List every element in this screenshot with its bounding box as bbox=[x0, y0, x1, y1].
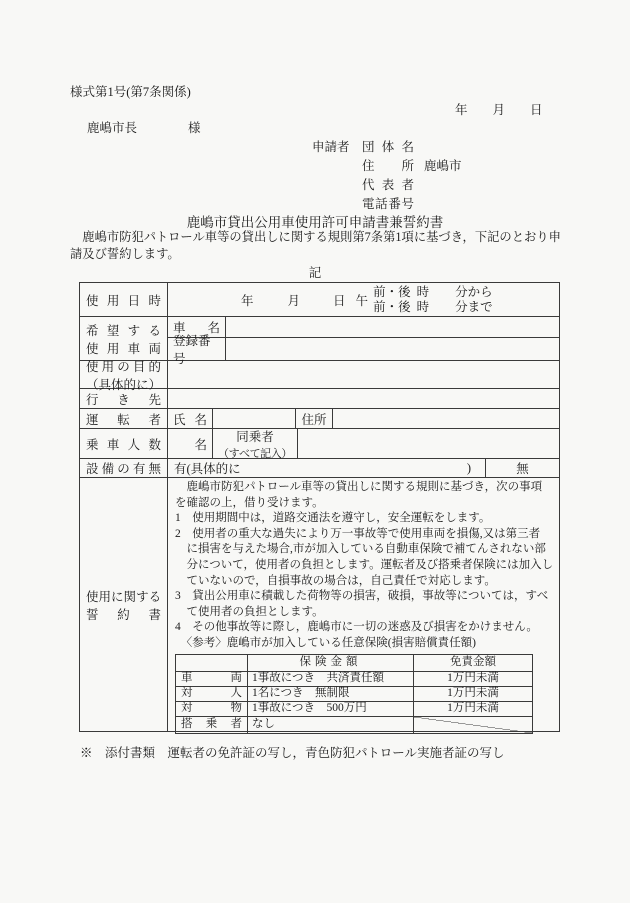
date-day-label: 日 bbox=[530, 103, 543, 117]
insurance-row-bodily bbox=[176, 687, 532, 702]
insurance-row-passenger bbox=[176, 717, 532, 733]
coverage-header: 保険金額 bbox=[248, 655, 414, 671]
dt-time-to bbox=[373, 300, 493, 315]
destination-field bbox=[168, 389, 559, 408]
coverage-vehicle: 1事故につき 共済責任額 bbox=[248, 672, 414, 686]
dt-year-label: 年 bbox=[241, 293, 254, 308]
to-hour-label: 時 bbox=[416, 299, 430, 314]
dt-day-label: 日 bbox=[333, 293, 346, 308]
row-destination bbox=[80, 389, 559, 409]
applicant-label: 申請者 bbox=[312, 140, 350, 154]
vehicle-label-line1: 希 望 す る bbox=[86, 323, 161, 338]
dt-month-label: 月 bbox=[287, 293, 301, 308]
attachments-note: ※ 添付書類 運転者の免許証の写し，青色防犯パトロール実施者証の写し bbox=[80, 746, 505, 760]
passenger-count-field: 名 bbox=[168, 429, 213, 458]
date-month-label: 月 bbox=[492, 103, 506, 117]
form-number: 様式第1号(第7条関係) bbox=[70, 85, 191, 99]
address-value: 鹿嶋市 bbox=[424, 159, 462, 173]
driver-address-field bbox=[333, 409, 559, 428]
applicant-row-group-name bbox=[312, 137, 462, 156]
insurance-row-vehicle bbox=[176, 672, 532, 687]
section-mark: 記 bbox=[308, 266, 322, 280]
row-desired-vehicle bbox=[80, 317, 559, 366]
deductible-bodily: 1万円未満 bbox=[447, 686, 499, 699]
destination-label: 行 き 先 bbox=[86, 392, 161, 407]
deductible-passenger-crossed bbox=[414, 717, 532, 733]
dt-time-range bbox=[373, 285, 493, 315]
addressee-line bbox=[87, 118, 201, 136]
deductible-header: 免責金額 bbox=[450, 655, 496, 668]
registration-label: 登録番号 bbox=[173, 334, 211, 366]
driver-label: 運 転 者 bbox=[86, 412, 161, 427]
dt-noon-label: 午 bbox=[355, 293, 369, 308]
insurance-row-property bbox=[176, 702, 532, 717]
date-year-label: 年 bbox=[455, 103, 468, 117]
from-minute-label: 分から bbox=[455, 284, 493, 299]
insurance-item-header bbox=[176, 655, 248, 671]
driver-name-label: 氏 名 bbox=[173, 412, 207, 427]
vehicle-name-field bbox=[226, 317, 559, 337]
intro-line-1: 鹿嶋市防犯パトロール車等の貸出しに関する規則第7条第1項に基づき，下記のとおり申 bbox=[70, 230, 561, 244]
passengers-label: 乗 車 人 数 bbox=[86, 437, 161, 452]
row-use-datetime bbox=[80, 283, 559, 317]
to-ampm-label: 前・後 bbox=[373, 299, 411, 314]
honorific: 様 bbox=[188, 121, 201, 135]
insurance-header-row bbox=[176, 655, 532, 672]
date-line bbox=[455, 100, 568, 118]
document-title: 鹿嶋市貸出公用車使用許可申請書兼誓約書 bbox=[186, 215, 444, 230]
driver-address-label: 住所 bbox=[296, 409, 333, 428]
applicant-row-representative bbox=[362, 175, 462, 194]
phone-label: 電 話 番 号 bbox=[362, 197, 414, 211]
equipment-yes-field bbox=[168, 459, 486, 477]
equipment-no-label: 無 bbox=[516, 462, 529, 476]
intro-line-2: 請及び誓約します。 bbox=[70, 246, 180, 261]
to-minute-label: 分まで bbox=[455, 299, 493, 314]
row-pledge bbox=[80, 478, 559, 731]
vehicle-label-line2: 使 用 車 両 bbox=[86, 341, 161, 356]
coverage-bodily: 1名につき 無制限 bbox=[248, 687, 414, 701]
pledge-label-line1: 使 用 に 関 す る bbox=[86, 589, 162, 604]
addressee: 鹿嶋市長 bbox=[87, 121, 138, 135]
dt-time-from bbox=[373, 285, 493, 300]
equipment-yes-label: 有(具体的に bbox=[174, 462, 241, 476]
item-property: 対 物 bbox=[181, 701, 242, 714]
co-passenger-field bbox=[298, 429, 559, 458]
driver-name-field bbox=[213, 409, 296, 428]
row-driver bbox=[80, 409, 559, 429]
from-ampm-label: 前・後 bbox=[373, 284, 411, 299]
coverage-passenger: なし bbox=[248, 717, 414, 733]
purpose-label-line2: （ 具 体 的 に ） bbox=[86, 377, 162, 392]
subrow-vehicle-name bbox=[168, 317, 559, 338]
item-passenger: 搭 乗 者 bbox=[181, 717, 242, 730]
item-bodily: 対 人 bbox=[181, 686, 242, 699]
use-datetime-label: 使 用 日 時 bbox=[86, 293, 161, 308]
pledge-label-line2: 誓 約 書 bbox=[86, 607, 161, 622]
registration-field bbox=[226, 338, 559, 360]
group-name-label: 団 体 名 bbox=[362, 140, 414, 154]
equipment-close-paren: ) bbox=[466, 460, 471, 475]
use-datetime-field bbox=[168, 283, 559, 316]
row-equipment bbox=[80, 459, 559, 478]
purpose-label-line1: 使 用 の 目 的 bbox=[86, 359, 161, 374]
row-passengers bbox=[80, 429, 559, 459]
from-hour-label: 時 bbox=[416, 284, 430, 299]
purpose-field bbox=[168, 361, 559, 388]
pledge-text: 鹿嶋市防犯パトロール車等の貸出しに関する規則に基づき，次の事項 を確認の上，借り受けます。 1 使用期間中は，道路交通法を遵守し，安全運転をします。 2 使用者の重大な過失により万一事故等で使用車両を損傷,又は第三者 に損害を与えた場合,市が加入している自動車保険で補てんされない部 分について，使用者の負担とします。運転者及び搭乗者保険には加入し ていないので，自損事故の場合は，自己責任で対応します。 3 貸出公用車に積載した荷物等の損害，破損，事故等については，すべ て使用者の負担とします。 4 その他事故等に際し，鹿嶋市に一切の迷惑及び損害をかけません。 〈参考〉鹿嶋市が加入している任意保険(損害賠償責任額) 保険金額 免責金額 車 両 1事故につき 共済責任額 1万円未満 対 人 1名につき 無制限 1万円未満 対 物 1事故につき 500万円 1万円未満 搭 乗 者 なし bbox=[168, 478, 559, 731]
applicant-row-address bbox=[362, 156, 462, 175]
deductible-vehicle: 1万円未満 bbox=[447, 671, 499, 684]
subrow-registration-number bbox=[168, 334, 559, 366]
co-passenger-note: （すべて記入） bbox=[218, 447, 292, 460]
intro-paragraph bbox=[70, 229, 570, 262]
application-table bbox=[79, 282, 560, 732]
item-vehicle: 車 両 bbox=[181, 671, 242, 684]
coverage-property: 1事故につき 500万円 bbox=[248, 702, 414, 716]
equipment-label: 設 備 の 有 無 bbox=[86, 462, 161, 476]
address-label: 住 所 bbox=[362, 159, 414, 173]
representative-label: 代 表 者 bbox=[362, 178, 414, 192]
row-purpose bbox=[80, 359, 559, 392]
co-passenger-label: 同 乗 者 bbox=[236, 429, 274, 444]
vehicle-name-label: 車 名 bbox=[173, 321, 220, 335]
deductible-property: 1万円未満 bbox=[447, 701, 499, 714]
applicant-block bbox=[312, 137, 462, 213]
insurance-table bbox=[175, 654, 533, 734]
